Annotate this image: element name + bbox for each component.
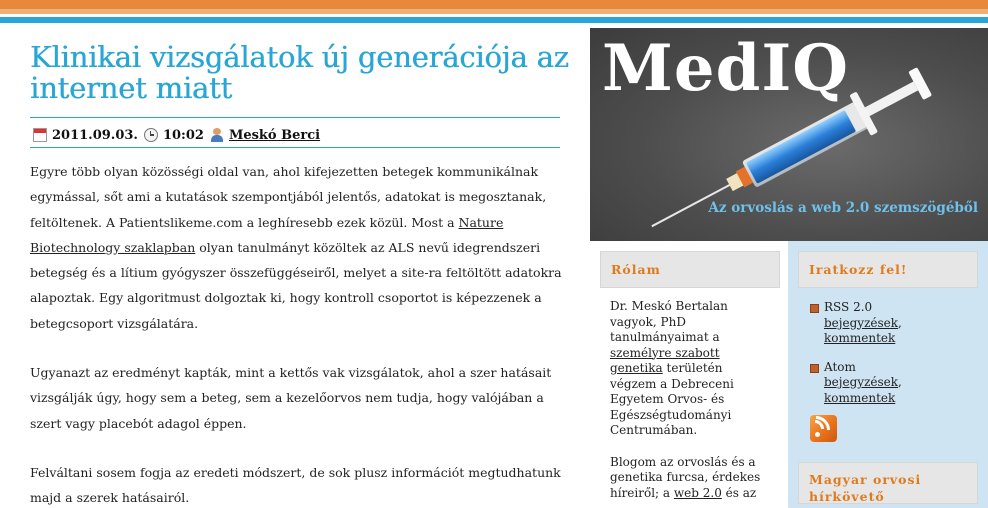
blog-logo[interactable]: MedIQ — [602, 31, 849, 106]
atom-comments-link[interactable]: kommentek — [824, 390, 896, 405]
post-date: 2011.09.03. — [52, 127, 138, 143]
post-body — [30, 159, 570, 508]
rss-posts-link[interactable]: bejegyzések — [824, 315, 899, 330]
user-icon — [210, 128, 224, 142]
paragraph-1: Egyre több olyan közösségi oldal van, ahol kifejezetten betegek kommunikálnak egymással, sőt ami a kutatások szempontjából jelentős, adatokat is megosztanak, feltöltenek. A Patientslikeme.com a leghíresebb ezek közül. Most a Nature Biotechnology szaklapban olyan tanulmányt közöltek az ALS nevű idegrendszeri betegség és a lítium gyógyszer összefüggéseiről, melyet a site-ra feltöltött adatokra alapoztak. Egy algoritmust dolgoztak ki, hogy kontroll csoportot is képezzenek a betegcsoport vizsgálatára. — [30, 164, 562, 331]
blog-header-image[interactable] — [590, 28, 988, 241]
about-text: Dr. Meskó Bertalan vagyok, PhD tanulmányaimat a személyre szabott genetika területén végzem a Debreceni Egyetem Orvos- és Egészségtudományi Centrumában. Blogom az orvoslás és a genetika furcsa, érdekes híreiről; a web 2.0 és az — [610, 299, 761, 500]
web20-link[interactable]: web 2.0 — [673, 485, 722, 500]
title-divider — [30, 117, 560, 118]
sidebar-about — [590, 241, 788, 508]
author-link[interactable]: Meskó Berci — [228, 127, 321, 143]
news-heading: Magyar orvosi hírkövető — [798, 462, 978, 504]
personalized-genetics-link[interactable]: személyre szabott genetika — [610, 345, 720, 375]
paragraph-2: Ugyanazt az eredményt kapták, mint a kettős vak vizsgálatok, ahol a szer hatásait vizsgálják úgy, hogy sem a beteg, sem a kezelőorvos nem tudja, hogy valójában a szert vagy placebót adagol éppen. — [30, 365, 552, 431]
post-time: 10:02 — [162, 127, 204, 143]
list-item: Atom bejegyzések, kommentek — [810, 360, 980, 407]
list-item: RSS 2.0 bejegyzések, kommentek — [810, 300, 980, 347]
about-heading: Rólam — [600, 251, 780, 288]
atom-posts-link[interactable]: bejegyzések — [824, 375, 899, 389]
rss-feed-icon[interactable] — [810, 415, 837, 442]
blog-tagline: Az orvoslás a web 2.0 szemszögéből — [708, 200, 978, 216]
nature-biotech-link[interactable]: Nature Biotechnology szaklapban — [30, 214, 504, 255]
sidebar-subscribe — [788, 241, 988, 508]
post-title[interactable]: Klinikai vizsgálatok új generációja az internet miatt — [30, 40, 569, 105]
calendar-icon — [33, 128, 47, 142]
meta-divider — [30, 147, 560, 148]
post-meta — [33, 125, 320, 145]
rss-comments-link[interactable]: kommentek — [824, 331, 896, 345]
paragraph-3: Felváltani sosem fogja az eredeti módszert, de sok plusz információt megtudhatunk majd a szerek hatásairól. — [30, 464, 561, 506]
header-stripes — [0, 0, 988, 28]
clock-icon — [144, 128, 158, 142]
main-content — [0, 28, 590, 508]
subscribe-heading: Iratkozz fel! — [798, 251, 978, 288]
feed-list — [810, 300, 980, 419]
